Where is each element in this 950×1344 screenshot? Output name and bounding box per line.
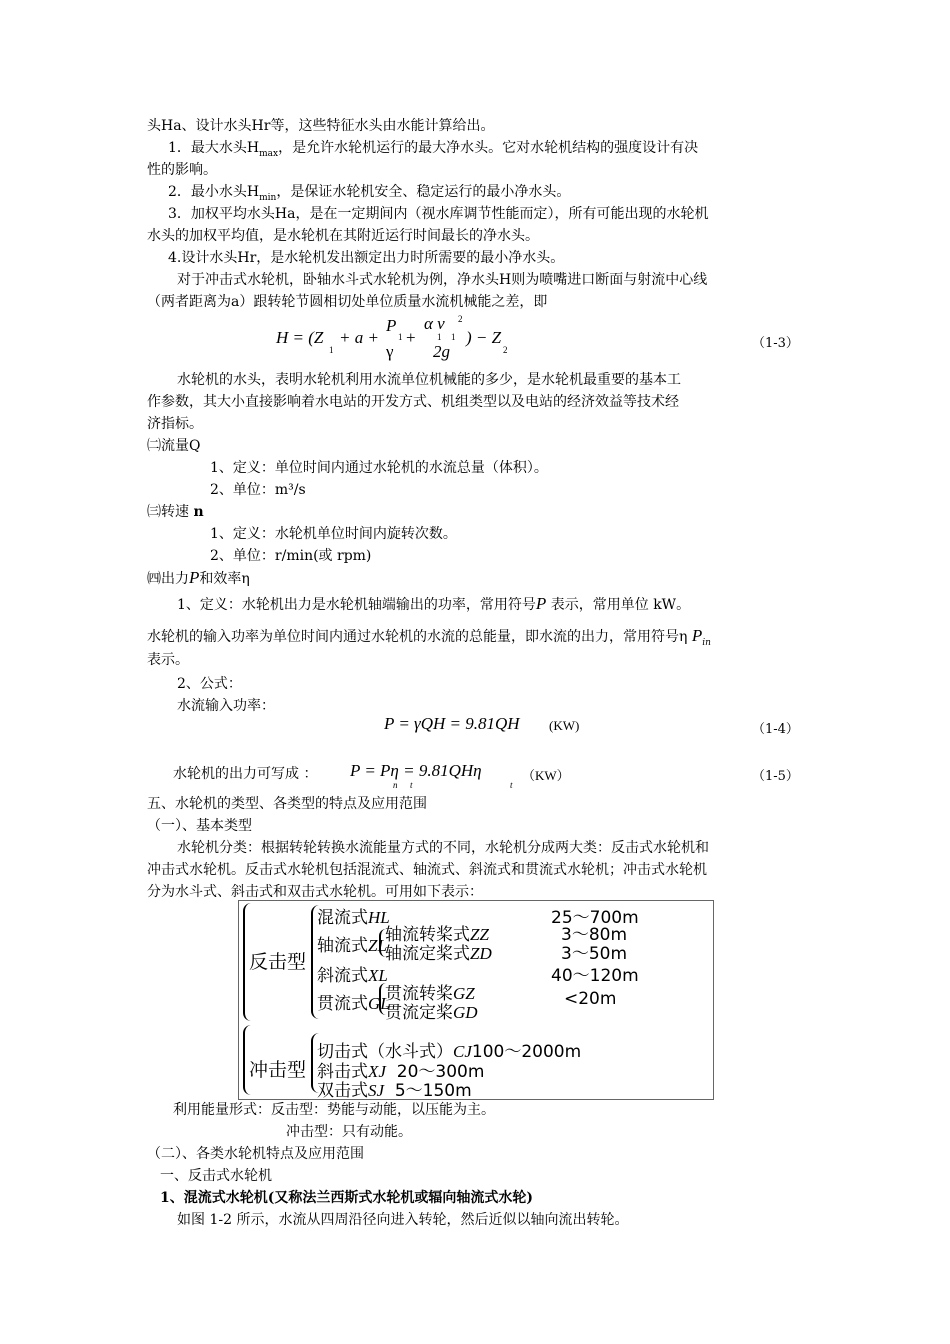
eq13-close: ) − Z xyxy=(466,328,502,347)
eq15-sub-t2: t xyxy=(510,780,513,790)
tubular-label: 贯流式 xyxy=(317,994,368,1014)
min-head-label: 2．最小水头H xyxy=(168,184,260,200)
crossflow-range: 5～150m xyxy=(394,1081,472,1101)
para-weighted-head-cont: 水头的加权平均值，是水轮机在其附近运行时间最长的净水头。 xyxy=(147,228,539,244)
eq14-body: P = γQH = 9.81QH xyxy=(384,714,520,733)
tubular-fixed-row xyxy=(385,998,478,1023)
para-head-meaning: 水轮机的水头，表明水轮机利用水流单位机械能的多少，是水轮机最重要的基本工 xyxy=(177,372,681,388)
tubular-row xyxy=(317,989,390,1014)
tubular-fixed-label: 贯流定桨 xyxy=(385,1003,453,1023)
classification-para-2: 冲击式水轮机。反击式水轮机包括混流式、轴流式、斜流式和贯流式水轮机；冲击式水轮机 xyxy=(147,862,707,878)
axial-label: 轴流式 xyxy=(317,936,368,956)
eq13-sub3: 1 xyxy=(437,332,442,342)
flow-definition: 1、定义：单位时间内通过水轮机的水流总量（体积）。 xyxy=(210,460,548,476)
eq13-lhs: H = (Z xyxy=(276,328,324,347)
input-power-symbol: P xyxy=(691,626,703,645)
input-power-text xyxy=(147,626,711,653)
propeller-range: 3～50m xyxy=(561,944,628,964)
input-power-tail: 表示。 xyxy=(147,652,189,668)
classification-para-3: 分为水斗式、斜击式和双击式水轮机。可用如下表示： xyxy=(147,884,483,900)
francis-heading: 1、混流式水轮机(又称法兰西斯式水轮机或辐向轴流式水轮) xyxy=(160,1190,533,1206)
francis-label: 混流式 xyxy=(317,908,368,928)
efficiency-heading-text: 和效率η xyxy=(199,571,250,587)
diagonal-label: 斜流式 xyxy=(317,966,368,986)
turgo-label: 斜击式 xyxy=(317,1062,368,1082)
para-head-meaning-3: 济指标。 xyxy=(147,416,203,432)
eq14-number: （1-4） xyxy=(752,722,799,737)
section-basic-types: （一）、基本类型 xyxy=(147,818,252,834)
francis-range: 25～700m xyxy=(551,908,639,928)
eq13-number: （1-3） xyxy=(752,336,799,351)
section-speed-heading xyxy=(147,502,204,522)
input-power-subscript: in xyxy=(702,638,711,648)
kaplan-label: 轴流转桨式 xyxy=(385,925,470,945)
para-design-head: 4.设计水头Hr，是水轮机发出额定出力时所需要的最小净水头。 xyxy=(168,250,565,266)
energy-form-impulse: 冲击型：只有动能。 xyxy=(286,1124,412,1140)
power-heading-text: ㈣出力 xyxy=(147,571,189,587)
eq13-plus-a: + a + xyxy=(339,328,379,347)
eq13-square: 2 xyxy=(458,314,463,324)
formula-heading: 2、公式： xyxy=(177,676,242,692)
tubular-range: <20m xyxy=(564,989,617,1009)
max-head-text: ，是允许水轮机运行的最大净水头。它对水轮机结构的强度设计有决 xyxy=(278,140,699,156)
francis-row xyxy=(317,903,390,928)
power-symbol: P xyxy=(189,568,200,587)
propeller-row xyxy=(385,939,492,964)
speed-heading-text: ㈢转速 xyxy=(147,504,189,520)
eq15-number: （1-5） xyxy=(752,769,799,784)
section-features: （二）、各类水轮机特点及应用范围 xyxy=(147,1146,364,1162)
pelton-range: 100～2000m xyxy=(471,1042,582,1062)
classification-para: 水轮机分类：根据转轮转换水流能量方式的不同，水轮机分成两大类：反击式水轮机和 xyxy=(177,840,709,856)
crossflow-code: SJ xyxy=(368,1081,385,1100)
eq14-unit: (KW) xyxy=(549,718,580,733)
axial-code: ZL xyxy=(368,936,387,955)
eq13-plus: + xyxy=(406,328,416,347)
min-head-text: ，是保证水轮机安全、稳定运行的最小净水头。 xyxy=(276,184,571,200)
impulse-type-label: 冲击型 xyxy=(249,1059,307,1081)
crossflow-label: 双击式 xyxy=(317,1081,368,1101)
section-five-title: 五、水轮机的类型、各类型的特点及应用范围 xyxy=(147,796,427,812)
speed-symbol: n xyxy=(193,504,204,520)
power-definition-symbol: P xyxy=(535,594,547,613)
tubular-kaplan-code: GZ xyxy=(453,984,475,1003)
para-max-head xyxy=(168,138,698,164)
power-definition-b: 表示，常用单位 kW。 xyxy=(550,597,691,613)
crossflow-row xyxy=(317,1076,472,1101)
input-power-label: 水流输入功率： xyxy=(177,698,275,714)
eq13-gamma: γ xyxy=(386,342,394,361)
flow-unit: 2、单位：m³/s xyxy=(210,482,306,498)
para-max-head-cont: 性的影响。 xyxy=(147,162,217,178)
eq13-sub5: 2 xyxy=(503,345,508,355)
section-flow-heading: ㈡流量Q xyxy=(147,438,201,454)
kaplan-code: ZZ xyxy=(470,925,489,944)
min-subscript: min xyxy=(259,193,277,203)
eq13-alpha-v: α v xyxy=(424,314,445,333)
axial-row xyxy=(317,931,387,956)
turgo-range: 20～300m xyxy=(396,1062,485,1082)
max-head-label: 1．最大水头H xyxy=(168,140,260,156)
turgo-code: XJ xyxy=(368,1062,386,1081)
diagonal-row xyxy=(317,961,388,986)
eq13-sub2: 1 xyxy=(398,332,403,342)
para-impulse-head: 对于冲击式水轮机，卧轴水斗式水轮机为例，净水头H则为喷嘴进口断面与射流中心线 xyxy=(177,272,708,288)
power-definition-a: 1、定义：水轮机出力是水轮机轴端输出的功率，常用符号 xyxy=(177,597,536,613)
reaction-type-label: 反击型 xyxy=(249,951,307,973)
tubular-fixed-code: GD xyxy=(453,1003,478,1022)
eq13-sub4: 1 xyxy=(451,332,456,342)
eq15-unit: （KW） xyxy=(522,768,570,783)
tubular-code: GL xyxy=(368,994,390,1013)
para-weighted-head: 3．加权平均水头Ha，是在一定期间内（视水库调节性能而定），所有可能出现的水轮机 xyxy=(168,206,709,222)
propeller-label: 轴流定桨式 xyxy=(385,944,470,964)
pelton-label: 切击式（水斗式） xyxy=(317,1042,453,1062)
para-head-meaning-2: 作参数，其大小直接影响着水电站的开发方式、机组类型以及电站的经济效益等技术经 xyxy=(147,394,679,410)
eq15-sub-n: n xyxy=(393,780,398,790)
diagonal-range: 40～120m xyxy=(551,966,639,986)
kaplan-range: 3～80m xyxy=(561,925,628,945)
energy-form-reaction: 利用能量形式：反击型：势能与动能，以压能为主。 xyxy=(173,1102,495,1118)
francis-code: HL xyxy=(368,908,390,927)
para-rated-heads: 头Ha、设计水头Hr等，这些特征水头由水能计算给出。 xyxy=(147,118,495,134)
eq15-body: P = Pη = 9.81QHη xyxy=(350,761,482,780)
max-subscript: max xyxy=(259,149,279,159)
pelton-code: CJ xyxy=(453,1042,472,1061)
eq13-2g: 2g xyxy=(433,342,450,361)
eq13-sub1: 1 xyxy=(329,345,334,355)
input-power-a: 水轮机的输入功率为单位时间内通过水轮机的水流的总能量，即水流的出力，常用符号η xyxy=(147,629,688,645)
speed-unit: 2、单位：r/min(或 rpm) xyxy=(210,548,372,564)
power-definition xyxy=(177,594,690,615)
francis-description: 如图 1-2 所示，水流从四周沿径向进入转轮，然后近似以轴向流出转轮。 xyxy=(177,1212,629,1228)
diagonal-code: XL xyxy=(368,966,388,985)
section-power-heading xyxy=(147,568,250,589)
reaction-turbine-heading: 一、反击式水轮机 xyxy=(160,1168,272,1184)
classification-figure xyxy=(238,900,714,1100)
speed-definition: 1、定义：水轮机单位时间内旋转次数。 xyxy=(210,526,457,542)
eq13-p: P xyxy=(386,316,397,335)
propeller-code: ZD xyxy=(470,944,492,963)
eq15-sub-t1: t xyxy=(410,780,413,790)
tubular-kaplan-label: 贯流转桨 xyxy=(385,984,453,1004)
eq15-lead: 水轮机的出力可写成 ： xyxy=(173,766,318,782)
para-impulse-head-cont: （两者距离为a）跟转轮节圆相切处单位质量水流机械能之差，即 xyxy=(147,294,548,310)
